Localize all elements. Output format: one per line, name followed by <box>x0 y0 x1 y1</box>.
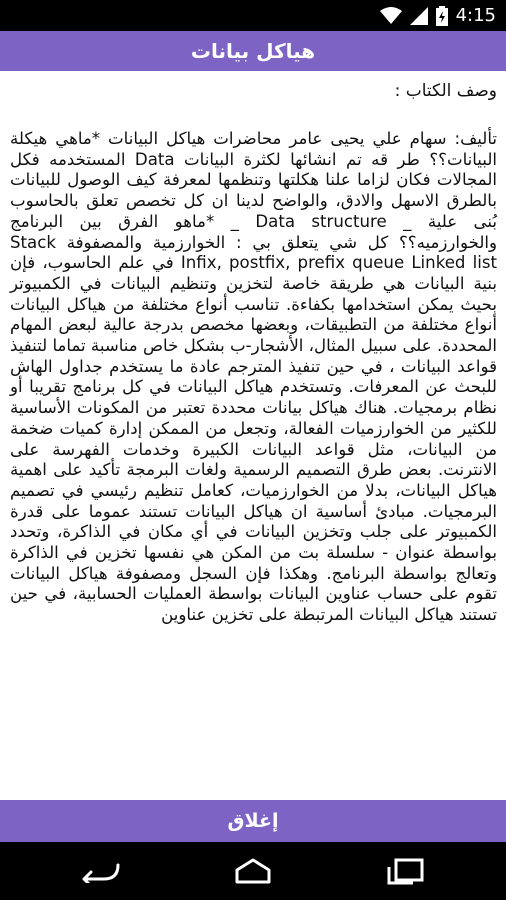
back-button[interactable] <box>55 842 145 900</box>
home-button[interactable] <box>208 842 298 900</box>
close-button-label: إغلاق <box>227 810 279 832</box>
home-icon <box>231 858 275 884</box>
description-text: تأليف: سهام علي يحيى عامر محاضرات هياكل البيانات *ماهي هيكلة البيانات؟؟ طر قه تم انشائها لكثرة البيانات Data المستخدمه فكل المجالات فكان لزاما علنا هكلتها وتنظمها لمعرفة كيف الوصول للبيانات بالطرق الاسهل والادق، والواضح لدينا ان كل تخصص تعلق بالحاسوب بُنى علية _ Data structure _ *ماهو الفرق بين البرنامج والخوارزميه؟؟ كل شي يتعلق بي : الخوارزمية والمصفوفة Stack Infix, postfix, prefix queue Linked list في علم الحاسوب، فإن بنية البيانات هي طريقة خاصة لتخزين وتنظيم البيانات في الكمبيوتر بحيث يمكن استخدامها بكفاءة. تناسب أنواع مختلفة من هياكل البيانات أنواع مختلفة من التطبيقات، وبعضها مخصص بدرجة عالية لبعض المهام المحددة. على سبيل المثال، الأشجار-ب بشكل خاص مناسبة تماما لتنفيذ قواعد البيانات ، في حين تنفيذ المترجم عادة ما يستخدم جداول الهاش للبحث عن المعرفات. وتستخدم هياكل البيانات في كل برنامج تقريبا أو نظام برمجيات. هناك هياكل بيانات محددة تعتبر من المكونات الأساسية للكثير من الخوارزميات الفعالة، وتجعل من الممكن إدارة كميات ضخمة من البيانات، مثل قواعد البيانات الكبيرة وخدمات الفهرسة على الانترنت. بعض طرق التصميم الرسمية ولغات البرمجة تأكيد على اهمية هياكل البيانات، بدلا من الخوارزميات، كعامل تنظيم رئيسي في تصميم البرمجيات. مبادئ أساسية ان هياكل البيانات تستند عموما على قدرة الكمبيوتر على جلب وتخزين البيانات في أي مكان في الذاكرة، وتحدد بواسطة عنوان - سلسلة بت من المكن هي نفسها تخزين في الذاكرة وتعالج بواسطة البرنامج. وهكذا فإن السجل ومصفوفة هياكل البيانات تقوم على حساب عناوين البيانات بواسطة العمليات الحسابية، في حين تستند هياكل البيانات المرتبطة على تخزين عناوين <box>9 129 498 625</box>
spacer <box>0 103 506 123</box>
status-bar <box>0 0 506 31</box>
signal-icon <box>410 7 428 25</box>
app-bar <box>0 31 506 71</box>
book-description-scroll[interactable] <box>0 71 506 800</box>
recents-button[interactable] <box>360 842 450 900</box>
status-icons <box>380 0 496 31</box>
wifi-icon <box>380 7 402 25</box>
battery-icon <box>436 6 448 26</box>
back-icon <box>78 859 122 883</box>
description-heading: وصف الكتاب : <box>394 81 497 101</box>
navigation-bar <box>0 842 506 900</box>
recents-icon <box>385 857 425 885</box>
app-title: هياكل بيانات <box>190 39 316 63</box>
close-button[interactable] <box>0 800 506 842</box>
status-time: 4:15 <box>455 5 496 26</box>
